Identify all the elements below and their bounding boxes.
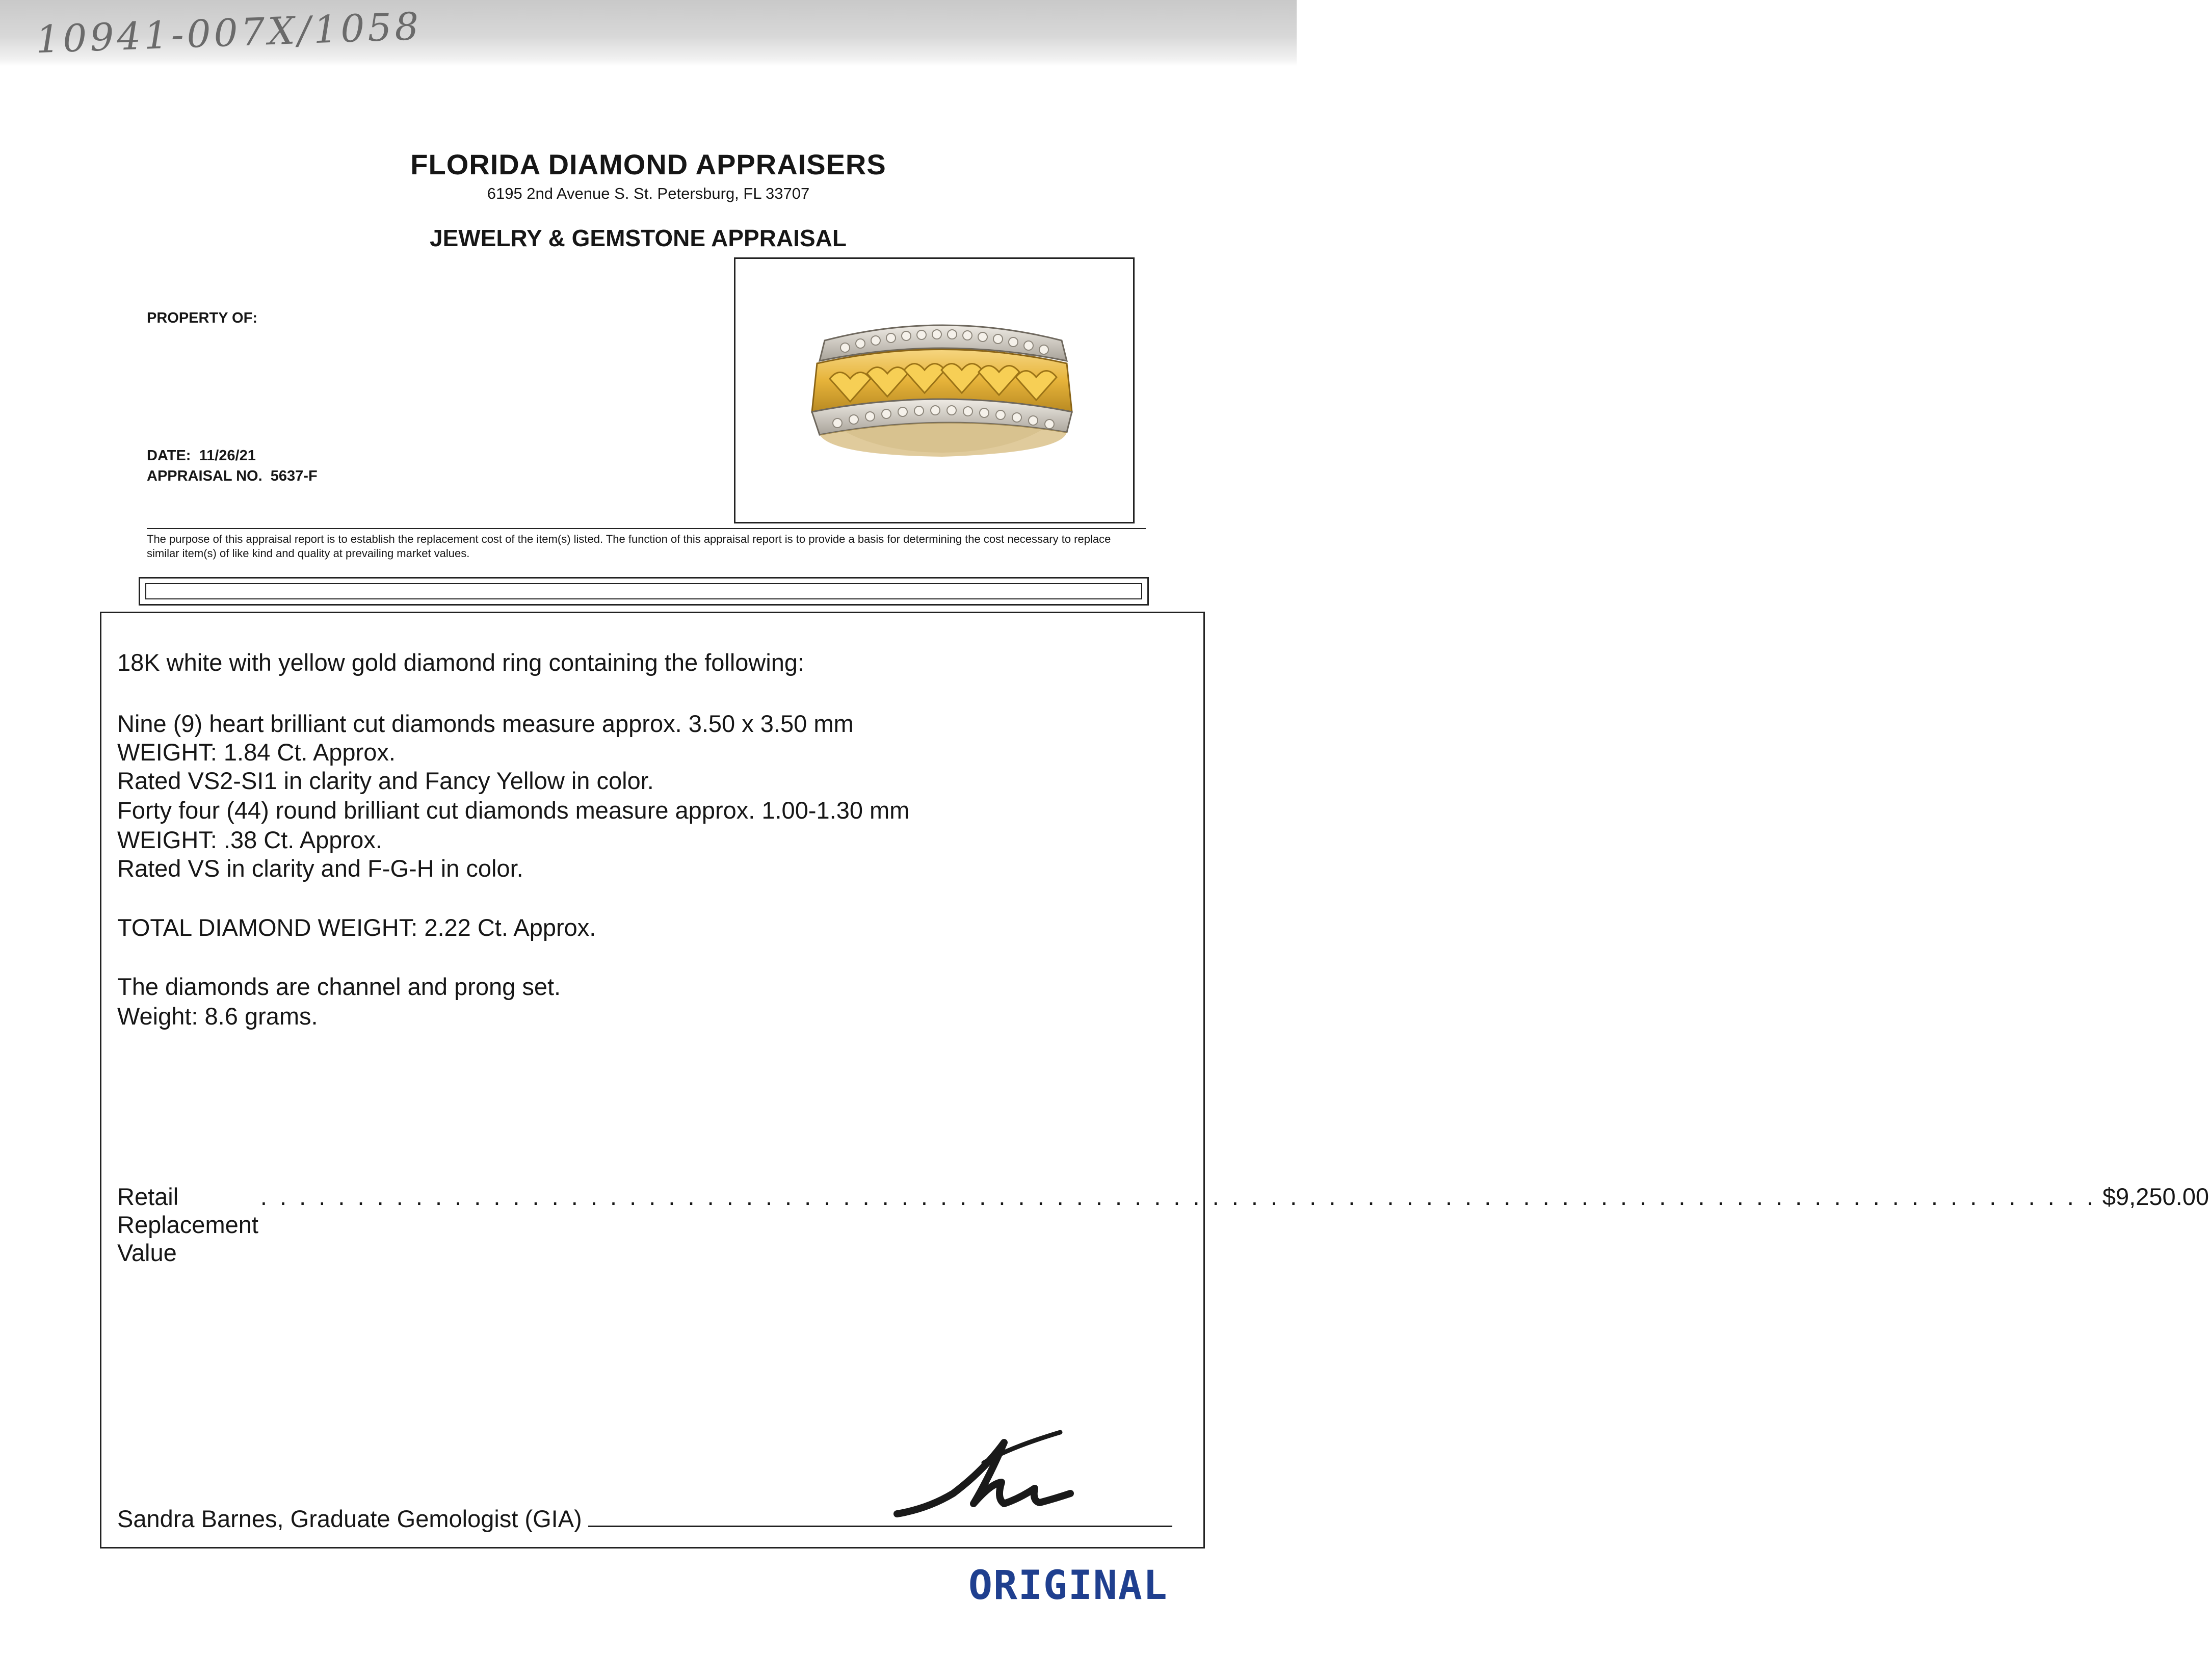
date-value: 11/26/21 — [199, 448, 256, 464]
retail-replacement-value-amount: $9,250.00 — [2102, 1183, 2209, 1210]
total-diamond-weight: TOTAL DIAMOND WEIGHT: 2.22 Ct. Approx. — [117, 914, 596, 941]
appraisal-number-label: APPRAISAL NO. — [147, 468, 262, 484]
signature-row — [117, 1505, 1172, 1533]
description-line: WEIGHT: 1.84 Ct. Approx. — [117, 739, 396, 766]
handwritten-note: 10941-007X/1058 — [35, 4, 423, 62]
document-title: JEWELRY & GEMSTONE APPRAISAL — [430, 225, 847, 251]
double-rule-bar — [139, 577, 1149, 606]
description-line: Rated VS2-SI1 in clarity and Fancy Yellow in color. — [117, 767, 654, 794]
date-label: DATE: — [147, 448, 191, 464]
original-stamp: ORIGINAL — [968, 1563, 1168, 1609]
ring-photo-icon — [735, 259, 1133, 522]
company-address: 6195 2nd Avenue S. St. Petersburg, FL 33707 — [487, 185, 810, 202]
item-weight: Weight: 8.6 grams. — [117, 1003, 318, 1030]
description-line: WEIGHT: .38 Ct. Approx. — [117, 826, 382, 853]
appraisal-number-field — [147, 468, 318, 485]
description-line: Nine (9) heart brilliant cut diamonds measure approx. 3.50 x 3.50 mm — [117, 710, 854, 737]
description-line: Forty four (44) round brilliant cut diamonds measure approx. 1.00-1.30 mm — [117, 797, 910, 824]
signature-line — [588, 1505, 1172, 1527]
purpose-statement: The purpose of this appraisal report is to establish the replacement cost of the item(s) listed. The function of this appraisal report is to provide a basis for determining the cost necessary to replace similar item(s) of like kind and quality at prevailing market values. — [147, 528, 1146, 561]
property-of-label: PROPERTY OF: — [147, 310, 257, 326]
item-photo-frame — [734, 257, 1135, 523]
description-intro: 18K white with yellow gold diamond ring containing the following: — [117, 649, 805, 676]
retail-replacement-value-label: Retail Replacement Value — [117, 1183, 258, 1266]
date-field — [147, 448, 256, 464]
description-line: Rated VS in clarity and F-G-H in color. — [117, 855, 523, 882]
appraisal-number-value: 5637-F — [270, 468, 318, 484]
signatory-name: Sandra Barnes, Graduate Gemologist (GIA) — [117, 1505, 582, 1532]
company-name: FLORIDA DIAMOND APPRAISERS — [410, 148, 886, 180]
retail-replacement-value-row — [117, 1183, 2209, 1267]
double-rule-bar-inner — [145, 583, 1142, 599]
dot-leader: . . . . . . . . . . . . . . . . . . . . . . . . . . . . . . . . . . . . . . . . . . . . . . . . . . . . . . . . . . . . . . . . . . . . . . . . . . . . . . . . . . . . . . . . . . . . . . . — [260, 1183, 2096, 1210]
setting-description: The diamonds are channel and prong set. — [117, 973, 561, 1000]
